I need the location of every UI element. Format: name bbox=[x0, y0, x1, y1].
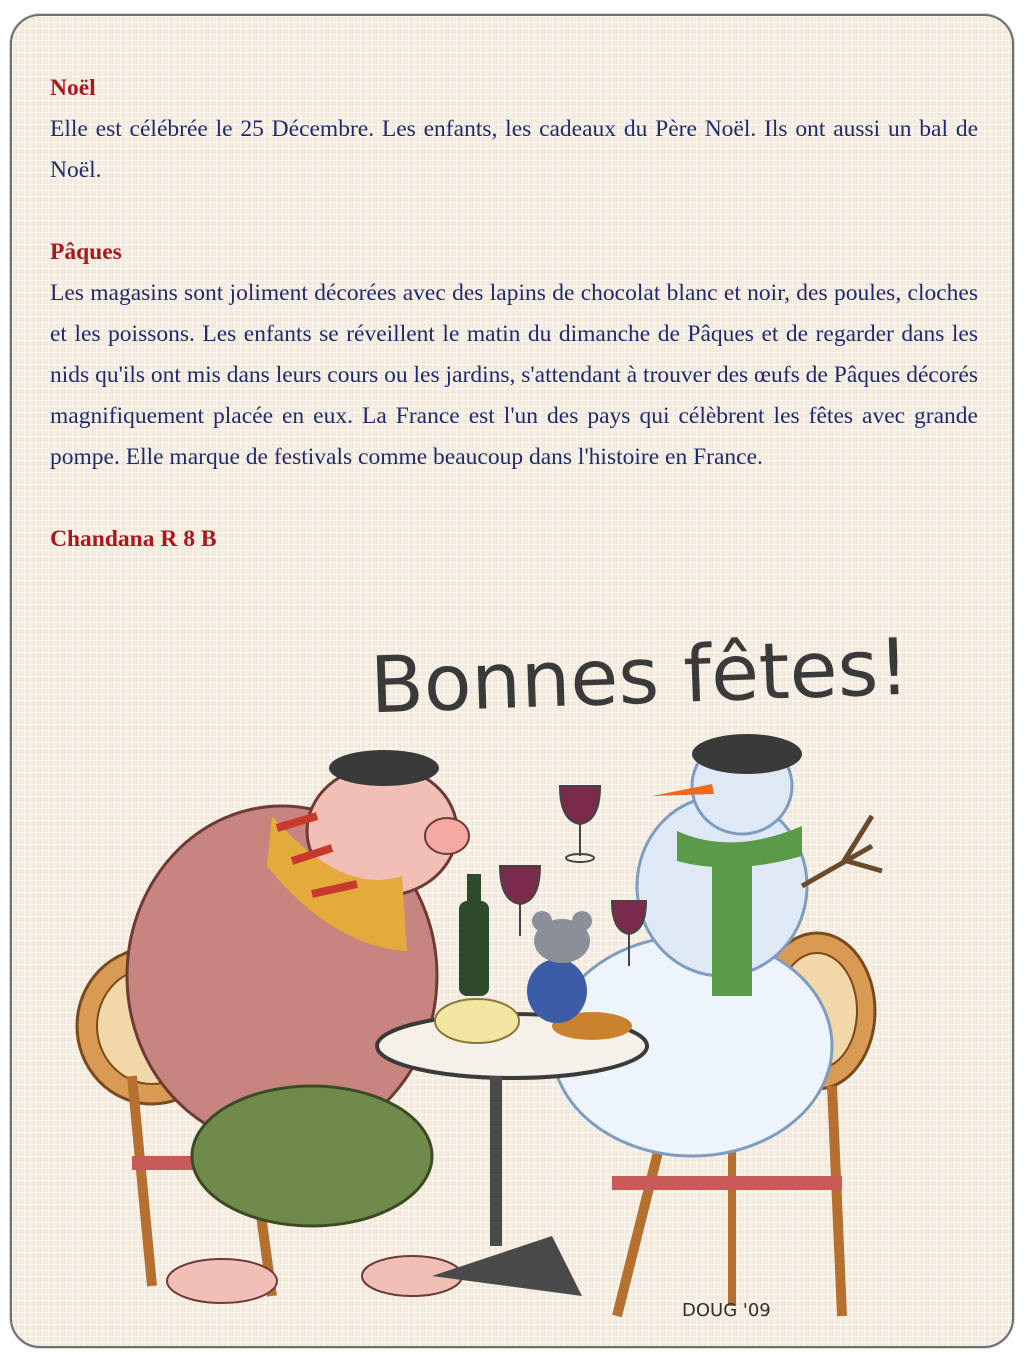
author-name: Chandana R 8 B bbox=[50, 526, 217, 552]
illustration-caption: Bonnes fêtes! bbox=[368, 622, 911, 732]
noel-heading: Noël bbox=[50, 75, 96, 101]
wine-glass-icon bbox=[560, 786, 600, 862]
illustration-signature: DOUG '09 bbox=[682, 1300, 771, 1321]
mouse-icon bbox=[527, 911, 592, 1023]
bonnes-fetes-illustration bbox=[12, 16, 1014, 1348]
paques-paragraph: Les magasins sont joliment décorées avec des lapins de chocolat blanc et noir, des poules, cloches et les poissons. Les enfants se réveillent le matin du dimanche de Pâques et de regarder dans les nids qu'ils ont mis dans leurs cours ou les jardins, s'attendant à trouver des œufs de Pâques décorés magnifiquement placée en eux. La France est l'un des pays qui célèbrent les fêtes avec grande pompe. Elle marque de festivals comme beaucoup dans l'histoire en France. bbox=[50, 280, 978, 470]
noel-paragraph: Elle est célébrée le 25 Décembre. Les enfants, les cadeaux du Père Noël. Ils ont aussi un bal de Noël. bbox=[50, 116, 978, 183]
slide bbox=[10, 14, 1014, 1348]
paques-heading: Pâques bbox=[50, 239, 122, 265]
